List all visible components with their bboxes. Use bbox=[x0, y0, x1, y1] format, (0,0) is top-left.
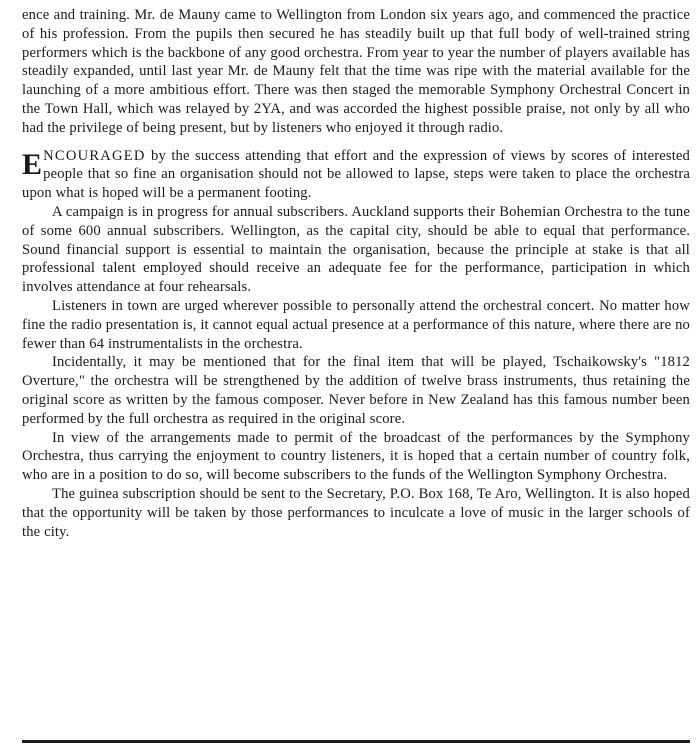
paragraph-campaign: A campaign is in progress for annual subscribers. Auckland supports their Bohemian Orchestra to the tune of some 600 annual subscribers. Wellington, as the capital city, should be able to equal that performance. Sound financial support is essential to maintain the organisation, because the principle at stake is that all professional talent employed should receive an adequate fee for the performance, participation in which involves attendance at four rehearsals. bbox=[22, 203, 690, 296]
bottom-rule bbox=[22, 740, 690, 743]
lead-caps: NCOURAGED bbox=[43, 147, 146, 164]
paragraph-overture: Incidentally, it may be mentioned that for the final item that will be played, Tschaikowsky's "1812 Overture," the orchestra will be strengthened by the addition of twelve brass instruments, thus retaining the original score as written by the famous composer. Never before in New Zealand has this famous number been performed by the full orchestra as required in the original score. bbox=[22, 354, 690, 427]
paragraph-subscription: The guinea subscription should be sent to the Secretary, P.O. Box 168, Te Aro, Wellington. It is also hoped that the opportunity will be taken by those performances to inculcate a love of music in the larger schools of the city. bbox=[22, 485, 690, 540]
drop-cap: E bbox=[22, 147, 43, 181]
section-gap bbox=[22, 138, 690, 147]
paragraph-encouraged-text: by the success attending that effort and the expression of views by scores of interested people that so fine an organisation should not be allowed to lapse, steps were taken to place the orchestra upon what is hoped will be a permanent footing. bbox=[22, 147, 690, 202]
paragraph-country-listeners: In view of the arrangements made to permit of the broadcast of the performances by the Symphony Orchestra, thus carrying the enjoyment to country listeners, it is hoped that a certain number of country folk, who are in a position to do so, will become subscribers to the funds of the Wellington Symphony Orchestra. bbox=[22, 429, 690, 484]
paragraph-listeners: Listeners in town are urged wherever possible to personally attend the orchestral concert. No matter how fine the radio presentation is, it cannot equal actual presence at a performance of this nature, where there are no fewer than 64 instrumentalists in the orchestra. bbox=[22, 297, 690, 352]
intro-paragraph: ence and training. Mr. de Mauny came to Wellington from London six years ago, and commenced the practice of his profession. From the pupils then secured he has steadily built up that full body of well-trained string performers which is the backbone of any good orchestra. From year to year the number of players available has steadily expanded, until last year Mr. de Mauny felt that the time was ripe with the material available for the launching of a more ambitious effort. There was then staged the memorable Symphony Orchestral Concert in the Town Hall, which was relayed by 2YA, and was accorded the highest possible praise, not only by all who had the privilege of being present, but by listeners who enjoyed it through radio. bbox=[22, 7, 690, 136]
paragraph-encouraged bbox=[22, 147, 690, 203]
